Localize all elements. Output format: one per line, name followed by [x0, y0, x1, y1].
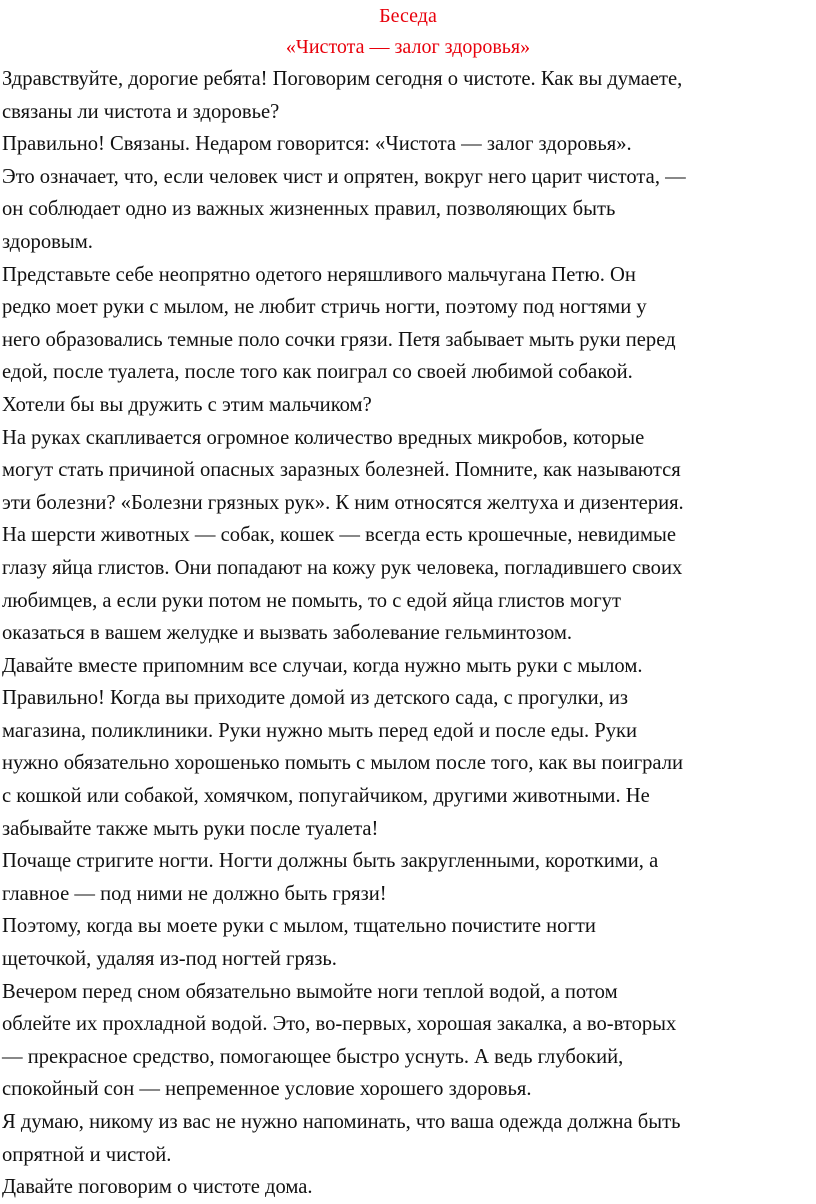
paragraph-1: Здравствуйте, дорогие ребята! Поговорим сегодня о чистоте. Как вы думаете, связаны ли чистота и здоровье? — [2, 68, 683, 123]
paragraph-2: Правильно! Связаны. Недаром говорится: «Чистота — залог здоровья». — [2, 133, 632, 156]
paragraph-5: Хотели бы вы дружить с этим мальчиком? — [2, 393, 372, 416]
document-title: Беседа — [379, 5, 437, 27]
paragraph-4: Представьте себе неопрятно одетого неряшливого мальчугана Петю. Он редко моет руки с мылом, не любит стричь ногти, поэтому под ногтями у него образовались темные поло сочки грязи. Петя забывает мыть руки перед едой, после туалета, после того как поиграл со своей любимой собакой. — [2, 263, 676, 384]
paragraph-9: Правильно! Когда вы приходите домой из детского сада, с прогулки, из магазина, поликлиники. Руки нужно мыть перед едой и после еды. Руки нужно обязательно хорошенько помыть с мылом после того, как вы поиграли с кошкой или собакой, хомячком, попугайчиком, другими животными. Не забывайте также мыть руки после туалета! — [2, 687, 684, 840]
paragraph-14: Давайте поговорим о чистоте дома. — [2, 1176, 313, 1199]
document-subtitle: «Чистота — залог здоровья» — [285, 36, 531, 58]
paragraph-13: Я думаю, никому из вас не нужно напоминать, что ваша одежда должна быть опрятной и чистой. — [2, 1111, 681, 1166]
paragraph-12: Вечером перед сном обязательно вымойте ноги теплой водой, а потом облейте их прохладной водой. Это, во-первых, хорошая закалка, а во-вторых — прекрасное средство, помогающее быстро уснуть. А ведь глубокий, спокойный сон — непременное условие хорошего здоровья. — [2, 980, 677, 1101]
paragraph-8: Давайте вместе припомним все случаи, когда нужно мыть руки с мылом. — [2, 654, 643, 677]
paragraph-10: Почаще стригите ногти. Ногти должны быть закругленными, короткими, а главное — под ними не должно быть грязи! — [2, 850, 659, 905]
paragraph-11: Поэтому, когда вы моете руки с мылом, тщательно почистите ногти щеточкой, удаляя из-под ногтей грязь. — [2, 915, 596, 971]
paragraph-3: Это означает, что, если человек чист и опрятен, вокруг него царит чистота, — он соблюдает одно из важных жизненных правил, позволяющих быть здоровым. — [2, 165, 686, 253]
paragraph-7: На шерсти животных — собак, кошек — всегда есть крошечные, невидимые глазу яйца глистов. Они попадают на кожу рук человека, погладившего своих любимцев, а если руки потом не помыть, то с едой яйца глистов могут оказаться в вашем желудке и вызвать заболевание гельминтозом. — [2, 524, 683, 645]
paragraph-6: На руках скапливается огромное количество вредных микробов, которые могут стать причиной опасных заразных болезней. Помните, как называются эти болезни? «Болезни грязных рук». К ним относятся желтуха и дизентерия. — [2, 426, 684, 514]
